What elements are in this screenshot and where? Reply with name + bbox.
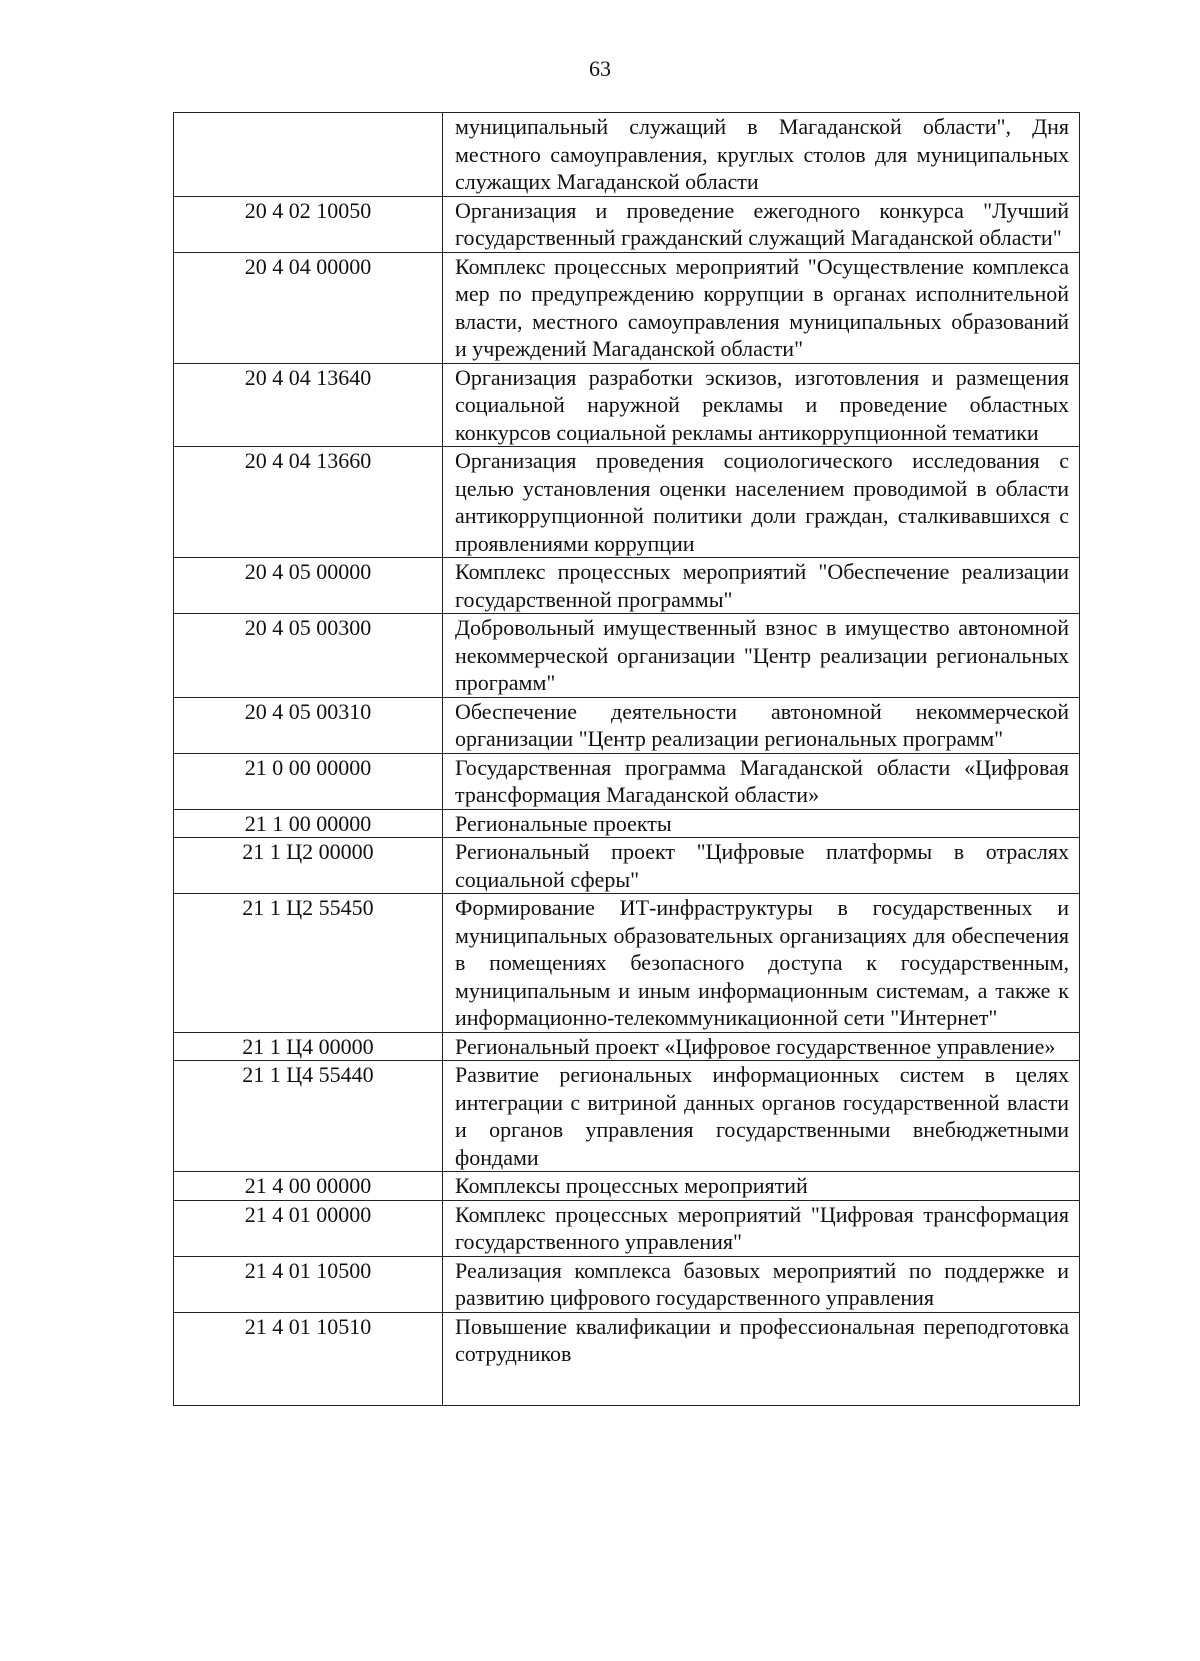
description-cell: Комплекс процессных мероприятий "Обеспечение реализации государственной программы" xyxy=(443,558,1080,614)
table-row xyxy=(174,1061,1080,1172)
code-cell: 21 4 00 00000 xyxy=(174,1172,443,1201)
table-row xyxy=(174,809,1080,838)
description-cell: Обеспечение деятельности автономной некоммерческой организации "Центр реализации региональных программ" xyxy=(443,697,1080,753)
code-cell: 20 4 04 00000 xyxy=(174,252,443,363)
description-cell: Комплекс процессных мероприятий "Цифровая трансформация государственного управления" xyxy=(443,1200,1080,1256)
code-cell: 20 4 05 00000 xyxy=(174,558,443,614)
description-cell: Добровольный имущественный взнос в имущество автономной некоммерческой организации "Центр реализации региональных программ" xyxy=(443,614,1080,698)
code-cell: 20 4 05 00300 xyxy=(174,614,443,698)
description-cell: Повышение квалификации и профессиональная переподготовка сотрудников xyxy=(443,1312,1080,1405)
table-row xyxy=(174,196,1080,252)
table-row xyxy=(174,252,1080,363)
code-cell: 20 4 02 10050 xyxy=(174,196,443,252)
code-cell: 21 1 Ц4 55440 xyxy=(174,1061,443,1172)
code-cell: 20 4 05 00310 xyxy=(174,697,443,753)
table-row xyxy=(174,558,1080,614)
table-row xyxy=(174,753,1080,809)
description-cell: Государственная программа Магаданской области «Цифровая трансформация Магаданской области» xyxy=(443,753,1080,809)
table-row xyxy=(174,1032,1080,1061)
code-cell: 20 4 04 13660 xyxy=(174,447,443,558)
description-cell: Региональный проект "Цифровые платформы в отраслях социальной сферы" xyxy=(443,838,1080,894)
table-row xyxy=(174,1200,1080,1256)
table-row xyxy=(174,1312,1080,1405)
description-cell: Региональные проекты xyxy=(443,809,1080,838)
budget-classification-table xyxy=(173,112,1080,1406)
table-row xyxy=(174,894,1080,1033)
code-cell: 21 4 01 10510 xyxy=(174,1312,443,1405)
description-cell: Комплексы процессных мероприятий xyxy=(443,1172,1080,1201)
table-row xyxy=(174,1172,1080,1201)
code-cell: 20 4 04 13640 xyxy=(174,363,443,447)
code-cell: 21 1 Ц2 00000 xyxy=(174,838,443,894)
description-cell: Региональный проект «Цифровое государственное управление» xyxy=(443,1032,1080,1061)
table-row xyxy=(174,1256,1080,1312)
code-cell: 21 1 Ц4 00000 xyxy=(174,1032,443,1061)
table-row xyxy=(174,113,1080,197)
code-cell: 21 0 00 00000 xyxy=(174,753,443,809)
table-row xyxy=(174,614,1080,698)
description-cell: Формирование ИТ-инфраструктуры в государственных и муниципальных образовательных организациях для обеспечения в помещениях безопасного доступа к государственным, муниципальным и иным информационным системам, а также к информационно-телекоммуникационной сети "Интернет" xyxy=(443,894,1080,1033)
description-cell: муниципальный служащий в Магаданской области", Дня местного самоуправления, круглых столов для муниципальных служащих Магаданской области xyxy=(443,113,1080,197)
code-cell: 21 1 Ц2 55450 xyxy=(174,894,443,1033)
table-row xyxy=(174,447,1080,558)
description-cell: Комплекс процессных мероприятий "Осуществление комплекса мер по предупреждению коррупции в органах исполнительной власти, местного самоуправления муниципальных образований и учреждений Магаданской области" xyxy=(443,252,1080,363)
code-cell: 21 1 00 00000 xyxy=(174,809,443,838)
description-cell: Организация проведения социологического исследования с целью установления оценки населением проводимой в области антикоррупционной политики доли граждан, сталкивавшихся с проявлениями коррупции xyxy=(443,447,1080,558)
table-row xyxy=(174,363,1080,447)
description-cell: Реализация комплекса базовых мероприятий по поддержке и развитию цифрового государственного управления xyxy=(443,1256,1080,1312)
description-cell: Организация разработки эскизов, изготовления и размещения социальной наружной рекламы и проведение областных конкурсов социальной рекламы антикоррупционной тематики xyxy=(443,363,1080,447)
table-row xyxy=(174,697,1080,753)
code-cell xyxy=(174,113,443,197)
description-cell: Развитие региональных информационных систем в целях интеграции с витриной данных органов государственной власти и органов управления государственными внебюджетными фондами xyxy=(443,1061,1080,1172)
page-number: 63 xyxy=(589,56,611,81)
description-cell: Организация и проведение ежегодного конкурса "Лучший государственный гражданский служащий Магаданской области" xyxy=(443,196,1080,252)
table-row xyxy=(174,838,1080,894)
code-cell: 21 4 01 10500 xyxy=(174,1256,443,1312)
code-cell: 21 4 01 00000 xyxy=(174,1200,443,1256)
